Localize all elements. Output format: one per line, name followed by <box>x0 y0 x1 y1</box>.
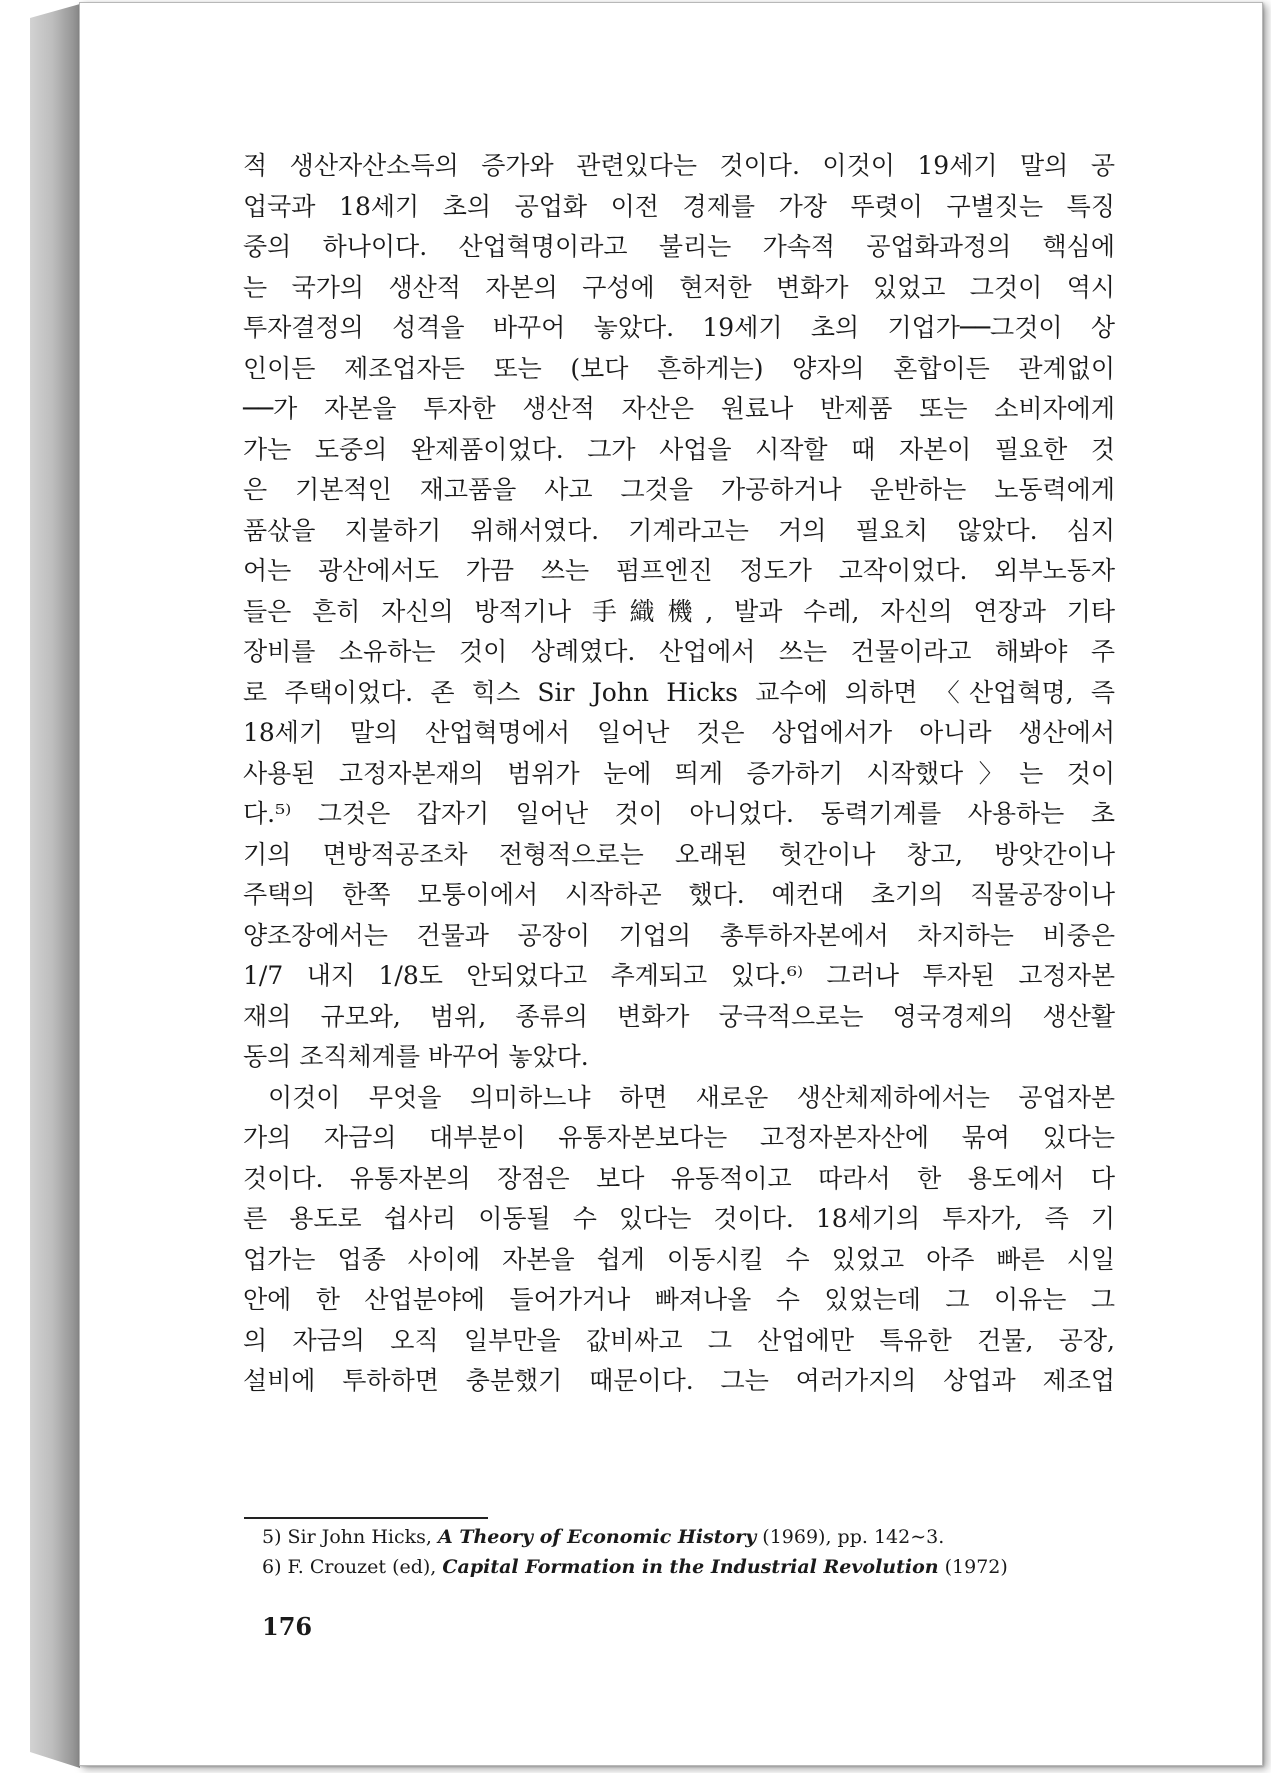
text-line: 동의 조직체계를 바꾸어 놓았다. <box>243 1042 589 1071</box>
text-line: ──가 자본을 투자한 생산적 자산은 원료나 반제품 또는 소비자에게 <box>243 394 1115 423</box>
text-line: 로 주택이었다. 존 힉스 Sir John Hicks 교수에 의하면 〈산업혁명, 즉 <box>243 677 1115 707</box>
text-line: 업가는 업종 사이에 자본을 쉽게 이동시킬 수 있었고 아주 빠른 시일 <box>243 1244 1115 1274</box>
text-line: 이것이 무엇을 의미하느냐 하면 새로운 생산체제하에서는 공업자본 <box>268 1082 1115 1112</box>
text-line: 장비를 소유하는 것이 상례였다. 산업에서 쓰는 건물이라고 해봐야 주 <box>243 637 1115 666</box>
text-line: 다.⁵⁾ 그것은 갑자기 일어난 것이 아니었다. 동력기계를 사용하는 초 <box>243 799 1115 828</box>
text-line: 설비에 투하하면 충분했기 때문이다. 그는 여러가지의 상업과 제조업 <box>243 1366 1115 1395</box>
footnote-divider <box>244 1517 488 1519</box>
text-line: 인이든 제조업자든 또는 (보다 흔하게는) 양자의 혼합이든 관계없이 <box>243 353 1115 383</box>
footnote-tail: (1972) <box>938 1556 1008 1578</box>
text-line: 가는 도중의 완제품이었다. 그가 사업을 시작할 때 자본이 필요한 것 <box>243 434 1115 464</box>
text-line: 중의 하나이다. 산업혁명이라고 불리는 가속적 공업화과정의 핵심에 <box>243 232 1115 261</box>
text-line: 사용된 고정자본재의 범위가 눈에 띄게 증가하기 시작했다〉는 것이 <box>243 758 1115 788</box>
text-line: 는 국가의 생산적 자본의 구성에 현저한 변화가 있었고 그것이 역시 <box>243 272 1115 302</box>
footnotes <box>262 1522 1122 1582</box>
footnote-title: A Theory of Economic History <box>437 1526 757 1548</box>
text-line: 른 용도로 쉽사리 이동될 수 있다는 것이다. 18세기의 투자가, 즉 기 <box>243 1204 1115 1233</box>
text-line: 18세기 말의 산업혁명에서 일어난 것은 상업에서가 아니라 생산에서 <box>243 718 1115 747</box>
footnote-tail: (1969), pp. 142∼3. <box>756 1526 945 1548</box>
footnote-5 <box>262 1522 1122 1552</box>
text-line: 업국과 18세기 초의 공업화 이전 경제를 가장 뚜렷이 구별짓는 특징 <box>243 191 1115 221</box>
page-number: 176 <box>262 1612 313 1641</box>
footnote-lead: 5) Sir John Hicks, <box>262 1526 438 1548</box>
text-line: 품삯을 지불하기 위해서였다. 기계라고는 거의 필요치 않았다. 심지 <box>243 515 1115 545</box>
text-line: 것이다. 유통자본의 장점은 보다 유동적이고 따라서 한 용도에서 다 <box>243 1163 1115 1193</box>
text-line: 1/7 내지 1/8도 안되었다고 추계되고 있다.⁶⁾ 그러나 투자된 고정자본 <box>243 961 1115 990</box>
text-line: 양조장에서는 건물과 공장이 기업의 총투하자본에서 차지하는 비중은 <box>243 920 1115 950</box>
footnote-title: Capital Formation in the Industrial Revolution <box>442 1556 939 1578</box>
book-spine <box>30 4 80 1768</box>
text-line: 주택의 한쪽 모퉁이에서 시작하곤 했다. 예컨대 초기의 직물공장이나 <box>243 880 1115 909</box>
text-line: 은 기본적인 재고품을 사고 그것을 가공하거나 운반하는 노동력에게 <box>243 475 1115 504</box>
text-line: 안에 한 산업분야에 들어가거나 빠져나올 수 있었는데 그 이유는 그 <box>243 1285 1115 1314</box>
text-line: 의 자금의 오직 일부만을 값비싸고 그 산업에만 특유한 건물, 공장, <box>243 1325 1115 1355</box>
text-line: 적 생산자산소득의 증가와 관련있다는 것이다. 이것이 19세기 말의 공 <box>243 151 1115 180</box>
text-line: 투자결정의 성격을 바꾸어 놓았다. 19세기 초의 기업가──그것이 상 <box>243 313 1115 342</box>
body-text <box>243 146 1115 1402</box>
text-line: 가의 자금의 대부분이 유통자본보다는 고정자본자산에 묶여 있다는 <box>243 1123 1115 1152</box>
footnote-lead: 6) F. Crouzet (ed), <box>262 1556 443 1578</box>
footnote-6 <box>262 1552 1122 1582</box>
text-line: 재의 규모와, 범위, 종류의 변화가 궁극적으로는 영국경제의 생산활 <box>243 1001 1115 1031</box>
text-line: 기의 면방적공조차 전형적으로는 오래된 헛간이나 창고, 방앗간이나 <box>243 839 1115 869</box>
text-line: 어는 광산에서도 가끔 쓰는 펌프엔진 정도가 고작이었다. 외부노동자 <box>243 556 1115 585</box>
text-line: 들은 흔히 자신의 방적기나 手織機, 발과 수레, 자신의 연장과 기타 <box>243 596 1115 626</box>
